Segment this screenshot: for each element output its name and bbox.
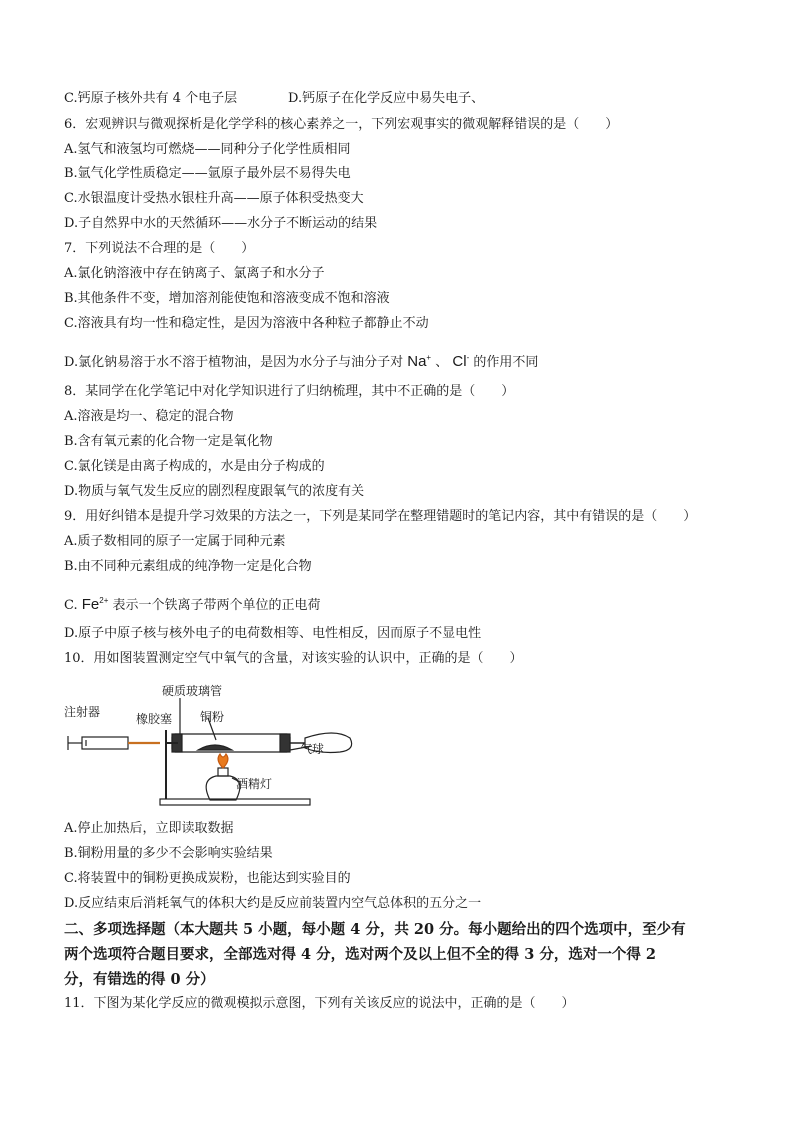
q7-stem: 7．下列说法不合理的是（ ）	[64, 241, 255, 256]
flame	[218, 754, 228, 768]
label-lamp: 酒精灯	[236, 777, 273, 791]
rubber-stopper-right	[280, 734, 290, 752]
q7-option-d	[64, 349, 538, 372]
q10-option-c: C.将装置中的铜粉更换成炭粉，也能达到实验目的	[64, 871, 351, 886]
q6-stem: 6．宏观辨识与微观探析是化学学科的核心素养之一，下列宏观事实的微观解释错误的是（ ）	[64, 117, 619, 132]
sodium-ion: Na+	[407, 353, 432, 370]
label-syringe: 注射器	[64, 705, 101, 719]
q9-option-b: B.由不同种元素组成的纯净物一定是化合物	[64, 559, 312, 574]
q6-option-c: C.水银温度计受热水银柱升高——原子体积受热变大	[64, 191, 364, 206]
q11-stem: 11．下图为某化学反应的微观模拟示意图，下列有关该反应的说法中，正确的是（ ）	[64, 996, 575, 1011]
q10-option-b: B.铜粉用量的多少不会影响实验结果	[64, 846, 273, 861]
q10-stem: 10．用如图装置测定空气中氧气的含量，对该实验的认识中，正确的是（ ）	[64, 651, 523, 666]
label-tube: 硬质玻璃管	[162, 684, 223, 698]
section-2-line-1: 二、多项选择题（本大题共 5 小题，每小题 4 分，共 20 分。每小题给出的四个选项中，至少有	[64, 921, 686, 938]
q6-option-d: D.子自然界中水的天然循环——水分子不断运动的结果	[64, 216, 378, 231]
iron-ion: $Fe^{2+}$	[81, 596, 109, 613]
q5-option-d: D.钙原子在化学反应中易失电子、	[288, 91, 485, 106]
label-stopper: 橡胶塞	[136, 712, 173, 726]
q7-option-a: A.氯化钠溶液中存在钠离子、氯离子和水分子	[64, 266, 325, 281]
q9-option-c-text: 表示一个铁离子带两个单位的正电荷	[112, 598, 321, 613]
label-copper: 铜粉	[200, 710, 225, 724]
separator: 、	[435, 355, 449, 370]
q8-option-c: C.氯化镁是由离子构成的，水是由分子构成的	[64, 459, 325, 474]
q5-option-c: C.钙原子核外共有 4 个电子层	[64, 91, 238, 106]
q7-option-d-text: D.氯化钠易溶于水不溶于植物油，是因为水分子与油分子对	[64, 355, 404, 370]
section-2-line-2: 两个选项符合题目要求，全部选对得 4 分，选对两个及以上但不全的得 3 分，选对一个得 2	[64, 946, 657, 963]
q7-option-c: C.溶液具有均一性和稳定性，是因为溶液中各种粒子都静止不动	[64, 316, 429, 331]
q7-option-b: B.其他条件不变，增加溶剂能使饱和溶液变成不饱和溶液	[64, 291, 390, 306]
q8-option-a: A.溶液是均一、稳定的混合物	[64, 409, 234, 424]
q8-option-d: D.物质与氧气发生反应的剧烈程度跟氧气的浓度有关	[64, 484, 365, 499]
q6-option-a: A.氢气和液氢均可燃烧——同种分子化学性质相同	[64, 142, 351, 157]
q10-option-d: D.反应结束后消耗氧气的体积大约是反应前装置内空气总体积的五分之一	[64, 896, 482, 911]
q9-option-c-letter: C.	[64, 598, 78, 613]
section-2-line-3: 分，有错选的得 0 分）	[64, 971, 215, 988]
q6-option-b: B.氩气化学性质稳定——氩原子最外层不易得失电	[64, 166, 351, 181]
copper-powder	[198, 745, 232, 750]
q8-stem: 8．某同学在化学笔记中对化学知识进行了归纳梳理，其中不正确的是（ ）	[64, 384, 515, 399]
q8-option-b: B.含有氧元素的化合物一定是氧化物	[64, 434, 273, 449]
label-balloon: 气球	[300, 742, 325, 756]
q9-option-d: D.原子中原子核与核外电子的电荷数相等、电性相反，因而原子不显电性	[64, 626, 482, 641]
chloride-ion: Cl-	[452, 353, 470, 370]
q9-option-c	[64, 592, 321, 615]
syringe-barrel	[82, 737, 128, 749]
q10-option-a: A.停止加热后，立即读取数据	[64, 821, 234, 836]
q9-stem: 9．用好纠错本是提升学习效果的方法之一，下列是某同学在整理错题时的笔记内容，其中有错误的是（ ）	[64, 509, 697, 524]
q7-option-d-tail: 的作用不同	[473, 355, 539, 370]
q9-option-a: A.质子数相同的原子一定属于同种元素	[64, 534, 286, 549]
